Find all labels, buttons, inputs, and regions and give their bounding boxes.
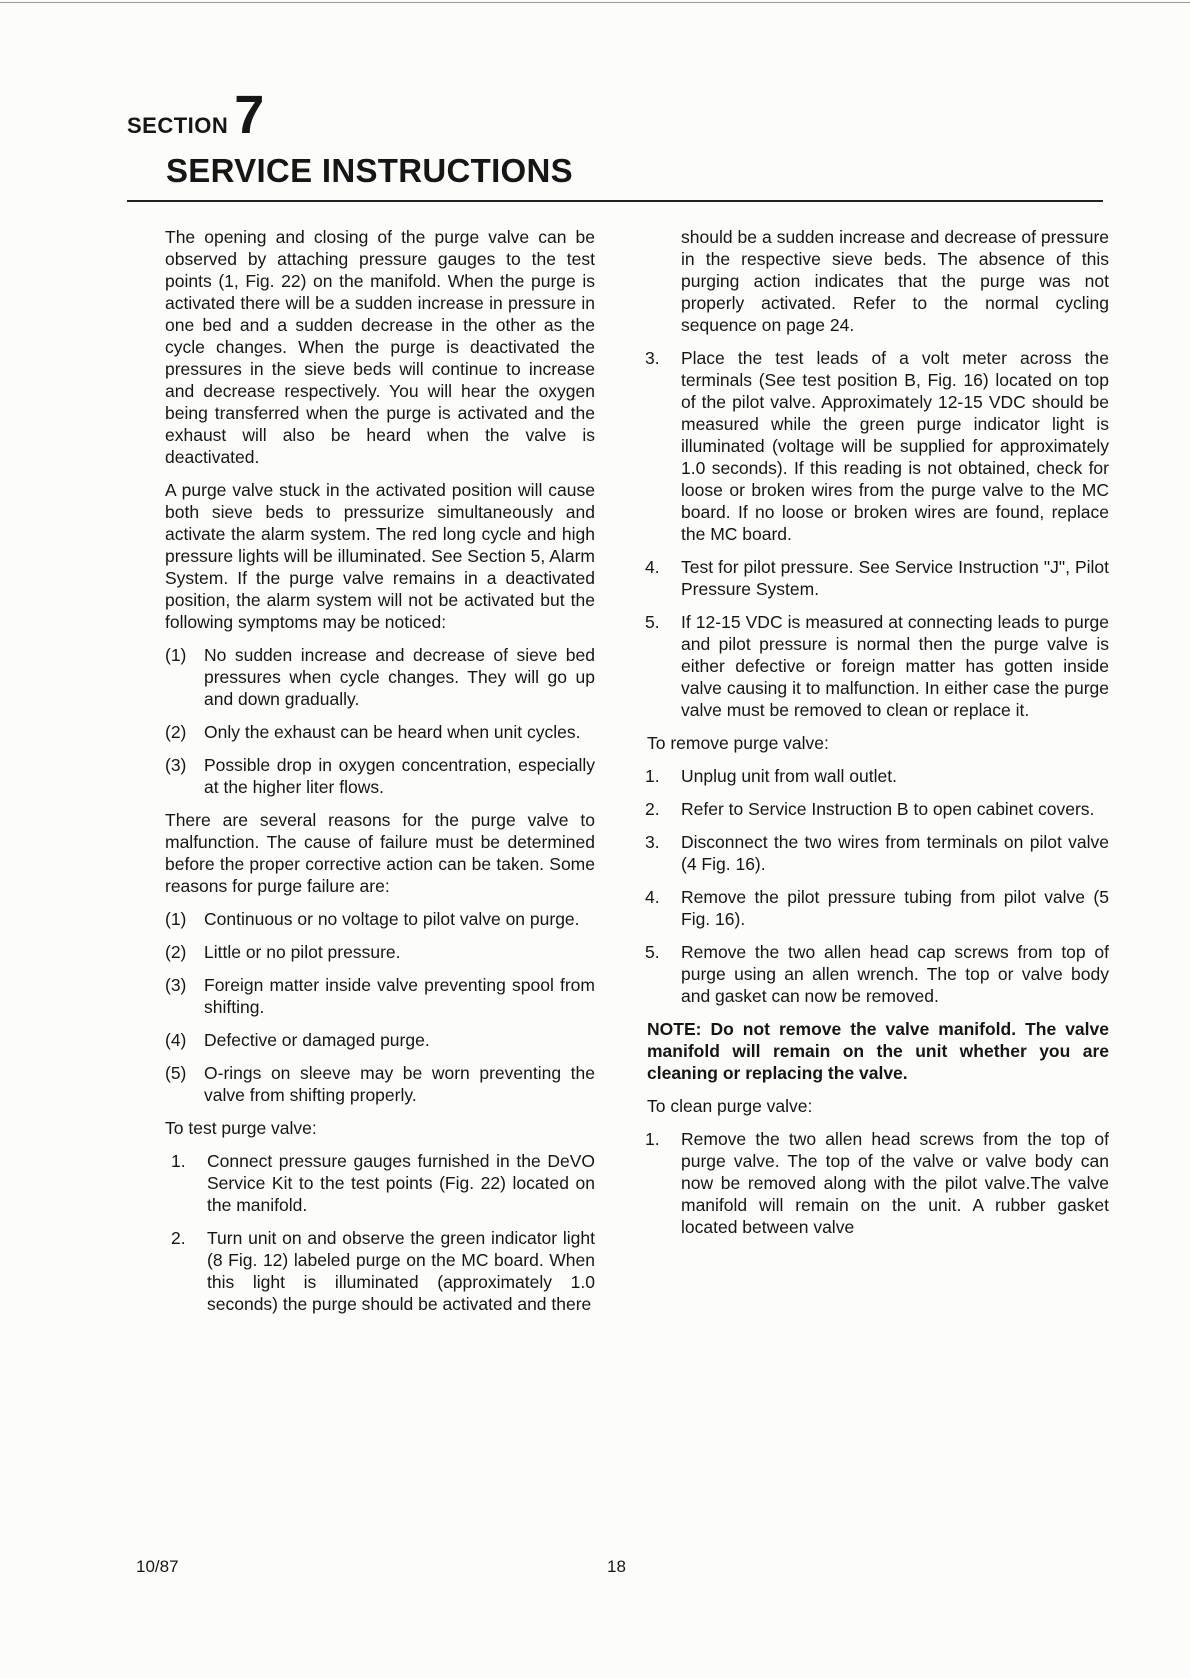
list-number: (2): [165, 942, 187, 962]
list-number: 1.: [645, 1129, 660, 1149]
list-item: [171, 1227, 595, 1315]
list-number: 5.: [645, 612, 660, 632]
list-text: Disconnect the two wires from terminals on pilot valve (4 Fig. 16).: [681, 832, 1109, 874]
list-text: Turn unit on and observe the green indicator light (8 Fig. 12) labeled purge on the MC board. When this light is illuminated (approximately 1.0 seconds) the purge should be activated and there: [207, 1228, 595, 1314]
list-number: 2.: [645, 799, 660, 819]
list-text: Only the exhaust can be heard when unit cycles.: [204, 722, 581, 742]
list-text: Test for pilot pressure. See Service Instruction "J", Pilot Pressure System.: [681, 557, 1109, 599]
list-number: 1.: [645, 766, 660, 786]
footer-date: 10/87: [136, 1557, 179, 1576]
list-item: [165, 721, 595, 743]
list-number: 4.: [645, 887, 660, 907]
list-text: Continuous or no voltage to pilot valve on purge.: [204, 909, 580, 929]
list-item: [165, 941, 595, 963]
list-text: If 12-15 VDC is measured at connecting leads to purge and pilot pressure is normal then the purge valve is either defective or foreign matter has gotten inside valve causing it to malfunction. In either case the purge valve must be removed to clean or replace it.: [681, 612, 1109, 720]
list-number: (2): [165, 722, 187, 742]
list-text: Place the test leads of a volt meter across the terminals (See test position B, Fig. 16) located on top of the pilot valve. Approximately 12-15 VDC should be measured while the green purge indicator light is illuminated (voltage will be supplied for approximately 1.0 seconds). If this reading is not obtained, check for loose or broken wires from the purge valve to the MC board. If no loose or broken wires are found, replace the MC board.: [681, 348, 1109, 544]
section-number: 7: [234, 85, 265, 145]
list-text: Remove the pilot pressure tubing from pilot valve (5 Fig. 16).: [681, 887, 1109, 929]
list-item: [645, 941, 1109, 1007]
list-text: O-rings on sleeve may be worn preventing the valve from shifting properly.: [204, 1063, 595, 1105]
list-item: [645, 611, 1109, 721]
list-text: Defective or damaged purge.: [204, 1030, 430, 1050]
list-text: Refer to Service Instruction B to open cabinet covers.: [681, 799, 1095, 819]
list-item: [165, 908, 595, 930]
list-item: [165, 974, 595, 1018]
list-text: Unplug unit from wall outlet.: [681, 766, 897, 786]
list-text: Remove the two allen head screws from the top of purge valve. The top of the valve or valve body can now be removed along with the pilot valve.The valve manifold will remain on the unit. A rubber gasket located between valve: [681, 1129, 1109, 1237]
scan-edge-line: [0, 2, 1190, 3]
list-number: 2.: [171, 1228, 186, 1248]
list-number: (5): [165, 1063, 187, 1083]
list-item: [645, 1128, 1109, 1238]
list-text: Foreign matter inside valve preventing spool from shifting.: [204, 975, 595, 1017]
list-item: [165, 1062, 595, 1106]
stuck-valve-paragraph: A purge valve stuck in the activated position will cause both sieve beds to pressurize simultaneously and activate the alarm system. The red long cycle and high pressure lights will be illuminated. See Section 5, Alarm System. If the purge valve remains in a deactivated position, the alarm system will not be activated but the following symptoms may be noticed:: [165, 480, 595, 632]
list-item: [645, 798, 1109, 820]
list-text: Little or no pilot pressure.: [204, 942, 401, 962]
list-number: 4.: [645, 557, 660, 577]
list-item: [645, 831, 1109, 875]
list-item: [645, 886, 1109, 930]
list-text: Possible drop in oxygen concentration, especially at the higher liter flows.: [204, 755, 595, 797]
list-text: Remove the two allen head cap screws from top of purge using an allen wrench. The top or valve body and gasket can now be removed.: [681, 942, 1109, 1006]
list-number: (4): [165, 1030, 187, 1050]
page-title: SERVICE INSTRUCTIONS: [166, 152, 573, 189]
reasons-paragraph: There are several reasons for the purge valve to malfunction. The cause of failure must be determined before the proper corrective action can be taken. Some reasons for purge failure are:: [165, 810, 595, 896]
list-number: (3): [165, 975, 187, 995]
section-label: SECTION: [127, 113, 229, 138]
list-number: 5.: [645, 942, 660, 962]
list-number: 3.: [645, 348, 660, 368]
test-heading: To test purge valve:: [165, 1118, 317, 1138]
list-item: [645, 556, 1109, 600]
section-heading: [127, 85, 265, 145]
continuation-paragraph: should be a sudden increase and decrease of pressure in the respective sieve beds. The absence of this purging action indicates that the purge was not properly activated. Refer to the normal cycling sequence on page 24.: [681, 227, 1109, 335]
right-column: [645, 226, 1109, 1249]
list-number: (1): [165, 909, 187, 929]
list-number: 1.: [171, 1151, 186, 1171]
list-item: [171, 1150, 595, 1216]
header-rule: [127, 200, 1103, 202]
list-item: [165, 754, 595, 798]
note-paragraph: NOTE: Do not remove the valve manifold. The valve manifold will remain on the unit whether you are cleaning or replacing the valve.: [647, 1019, 1109, 1083]
list-text: No sudden increase and decrease of sieve bed pressures when cycle changes. They will go up and down gradually.: [204, 645, 595, 709]
list-item: [165, 644, 595, 710]
clean-heading: To clean purge valve:: [647, 1096, 813, 1116]
intro-paragraph: The opening and closing of the purge valve can be observed by attaching pressure gauges to the test points (1, Fig. 22) on the manifold. When the purge is activated there will be a sudden increase in pressure in one bed and a sudden decrease in the other as the cycle changes. When the purge is deactivated the pressures in the sieve beds will continue to increase and decrease respectively. You will hear the oxygen being transferred when the purge is activated and the exhaust will also be heard when the valve is deactivated.: [165, 227, 595, 467]
list-number: 3.: [645, 832, 660, 852]
list-item: [645, 347, 1109, 545]
list-text: Connect pressure gauges furnished in the DeVO Service Kit to the test points (Fig. 22) located on the manifold.: [207, 1151, 595, 1215]
list-number: (1): [165, 645, 187, 665]
page-number: 18: [607, 1557, 626, 1576]
left-column: [165, 226, 595, 1326]
list-item: [165, 1029, 595, 1051]
list-number: (3): [165, 755, 187, 775]
list-item: [645, 765, 1109, 787]
remove-heading: To remove purge valve:: [647, 733, 829, 753]
